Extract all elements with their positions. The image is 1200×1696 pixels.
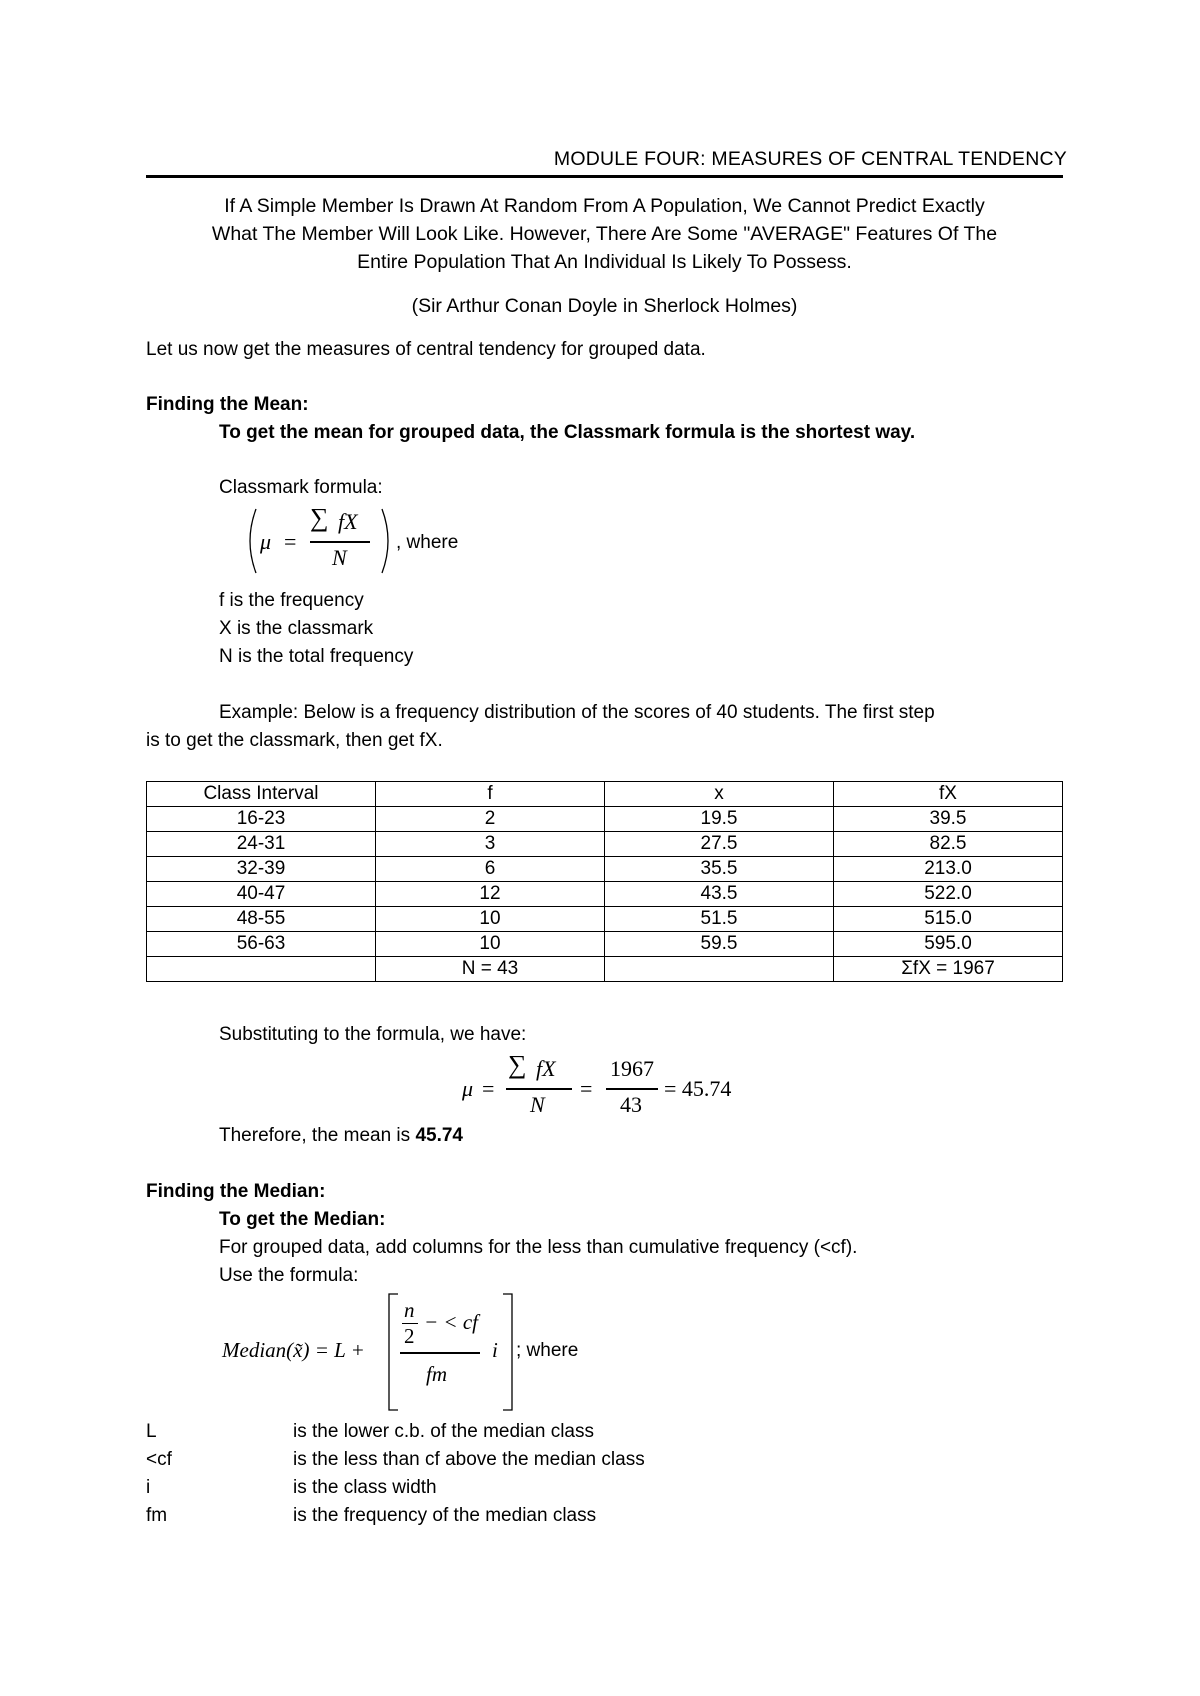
numerator-value: 1967 <box>610 1056 654 1081</box>
table-cell: 2 <box>376 807 605 832</box>
table-cell: 12 <box>376 882 605 907</box>
minus-cf: − < cf <box>424 1310 478 1334</box>
header-x: x <box>605 782 834 807</box>
mean-subheading: To get the mean for grouped data, the Classmark formula is the shortest way. <box>219 422 916 443</box>
i-symbol: i <box>492 1338 498 1362</box>
definition-x: X is the classmark <box>219 618 374 639</box>
table-cell: 10 <box>376 907 605 932</box>
sigma-symbol: ∑ <box>508 1050 527 1079</box>
equals-sign: = <box>482 1076 495 1101</box>
fraction-bar <box>310 541 370 543</box>
table-cell: 515.0 <box>834 907 1063 932</box>
header-f: f <box>376 782 605 807</box>
table-row <box>147 932 1063 957</box>
table-cell <box>605 957 834 982</box>
table-cell: 40-47 <box>147 882 376 907</box>
def-symbol-l: L <box>146 1421 157 1442</box>
table-cell: 56-63 <box>147 932 376 957</box>
def-text-i: is the class width <box>293 1477 437 1498</box>
median-heading: Finding the Median: <box>146 1181 326 1202</box>
def-text-l: is the lower c.b. of the median class <box>293 1421 594 1442</box>
definition-n: N is the total frequency <box>219 646 414 667</box>
frequency-table <box>146 781 1063 982</box>
table-cell <box>147 957 376 982</box>
header-fx: fX <box>834 782 1063 807</box>
denominator-value: 43 <box>620 1092 642 1117</box>
total-fx-cell: ΣfX = 1967 <box>834 957 1063 982</box>
fraction-bar <box>506 1088 572 1090</box>
table-cell: 3 <box>376 832 605 857</box>
formula-numerator: fX <box>338 509 358 534</box>
formula-where: , where <box>396 532 459 553</box>
table-cell: 59.5 <box>605 932 834 957</box>
fraction-bar-2 <box>606 1088 658 1090</box>
mean-value: 45.74 <box>415 1125 463 1146</box>
mean-conclusion <box>219 1125 463 1147</box>
table-row <box>147 807 1063 832</box>
substitution-label: Substituting to the formula, we have: <box>219 1024 527 1045</box>
page-header-title: MODULE FOUR: MEASURES OF CENTRAL TENDENCY <box>553 148 1067 170</box>
example-line-1: Example: Below is a frequency distribution of the scores of 40 students. The first step <box>219 702 935 723</box>
mean-heading: Finding the Mean: <box>146 394 309 415</box>
median-instruction-1: For grouped data, add columns for the less than cumulative frequency (<cf). <box>219 1237 858 1258</box>
quote-line-3: Entire Population That An Individual Is Likely To Possess. <box>357 251 852 273</box>
def-symbol-cf: <cf <box>146 1449 172 1470</box>
def-text-cf: is the less than cf above the median class <box>293 1449 645 1470</box>
intro-text: Let us now get the measures of central tendency for grouped data. <box>146 339 706 360</box>
median-instruction-2: Use the formula: <box>219 1265 359 1286</box>
fm-symbol: fm <box>426 1362 447 1386</box>
quote-attribution: (Sir Arthur Conan Doyle in Sherlock Holmes) <box>411 295 798 317</box>
quote-line-1: If A Simple Member Is Drawn At Random From A Population, We Cannot Predict Exactly <box>224 195 985 217</box>
median-where: ; where <box>516 1340 579 1361</box>
table-total-row <box>147 957 1063 982</box>
table-cell: 24-31 <box>147 832 376 857</box>
mean-conclusion-text: Therefore, the mean is <box>219 1125 416 1146</box>
total-n-cell: N = 43 <box>376 957 605 982</box>
table-cell: 32-39 <box>147 857 376 882</box>
table-cell: 27.5 <box>605 832 834 857</box>
quote-line-2: What The Member Will Look Like. However, There Are Some "AVERAGE" Features Of The <box>211 223 998 245</box>
example-line-2: is to get the classmark, then get fX. <box>146 730 443 751</box>
median-fraction-bar <box>400 1352 480 1354</box>
table-cell: 595.0 <box>834 932 1063 957</box>
table-cell: 43.5 <box>605 882 834 907</box>
mean-result: = 45.74 <box>664 1076 732 1101</box>
table-cell: 39.5 <box>834 807 1063 832</box>
equals-sign-2: = <box>580 1076 593 1101</box>
table-cell: 35.5 <box>605 857 834 882</box>
def-symbol-i: i <box>146 1477 151 1498</box>
classmark-formula-label: Classmark formula: <box>219 477 383 498</box>
table-cell: 6 <box>376 857 605 882</box>
median-subheading: To get the Median: <box>219 1209 386 1230</box>
table-cell: 82.5 <box>834 832 1063 857</box>
header-rule <box>146 175 1063 178</box>
header-class-interval: Class Interval <box>147 782 376 807</box>
formula-denominator: N <box>332 545 347 570</box>
table-cell: 51.5 <box>605 907 834 932</box>
table-cell: 10 <box>376 932 605 957</box>
table-row <box>147 832 1063 857</box>
mu-symbol: μ <box>260 529 272 554</box>
table-row <box>147 907 1063 932</box>
mu-symbol: μ <box>462 1076 474 1101</box>
substitution-formula <box>462 1052 742 1122</box>
formula-denominator: N <box>530 1092 545 1117</box>
table-row <box>147 857 1063 882</box>
sigma-symbol: ∑ <box>310 503 329 532</box>
formula-numerator: fX <box>536 1056 556 1081</box>
median-lhs: Median(x̃) = L + <box>222 1338 365 1362</box>
table-header-row <box>147 782 1063 807</box>
two-symbol: 2 <box>404 1324 415 1348</box>
def-symbol-fm: fm <box>146 1505 168 1526</box>
classmark-formula <box>244 505 394 577</box>
table-cell: 16-23 <box>147 807 376 832</box>
definition-f: f is the frequency <box>219 590 364 611</box>
table-cell: 19.5 <box>605 807 834 832</box>
n-symbol: n <box>404 1298 415 1322</box>
table-cell: 522.0 <box>834 882 1063 907</box>
table-cell: 48-55 <box>147 907 376 932</box>
table-row <box>147 882 1063 907</box>
right-bracket <box>500 1292 516 1412</box>
table-cell: 213.0 <box>834 857 1063 882</box>
equals-sign: = <box>284 529 297 554</box>
def-text-fm: is the frequency of the median class <box>293 1505 597 1526</box>
